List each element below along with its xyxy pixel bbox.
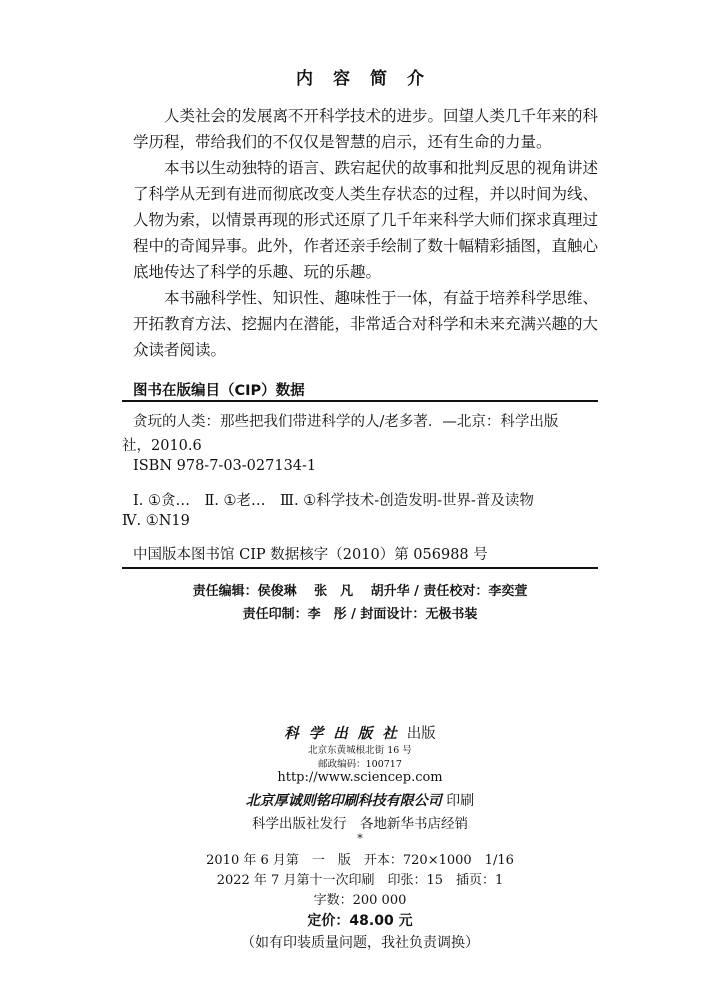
cip-record-number: 中国版本图书馆 CIP 数据核字（2010）第 056988 号 (133, 547, 488, 563)
separator-star: * (357, 832, 363, 845)
distribution-line: 科学出版社发行 各地新华书店经销 (252, 816, 468, 832)
publisher-line (0, 722, 720, 743)
intro-title: 内容简介 (296, 69, 444, 89)
paragraph-line: 学历程，带给我们的不仅仅是智慧的启示，还有生命的力量。 (133, 133, 552, 151)
paragraph-line: 众读者阅读。 (133, 341, 227, 359)
staff-line-1: 责任编辑：侯俊琳 张 凡 胡升华 / 责任校对：李奕萱 (192, 584, 528, 599)
quality-note: （如有印装质量问题，我社负责调换） (241, 935, 479, 951)
printer-suffix: 印刷 (446, 793, 475, 809)
printing-line: 2022 年 7 月第十一次印刷 印张：15 插页：1 (216, 873, 504, 888)
cip-title-line-2: 社，2010.6 (122, 438, 202, 454)
paragraph-line: 人类社会的发展离不开科学技术的进步。回望人类几千年来的科 (164, 107, 599, 125)
price: 定价：48.00 元 (307, 913, 413, 929)
printer-line (0, 790, 720, 810)
intro-paragraph-1 (133, 103, 601, 155)
paragraph-line: 底地传达了科学的乐趣、玩的乐趣。 (133, 263, 382, 281)
cip-top-rule (122, 400, 598, 402)
publisher-postcode: 邮政编码：100717 (318, 759, 402, 770)
paragraph-line: 程中的奇闻异事。此外，作者还亲手绘制了数十幅精彩插图，直触心 (133, 237, 599, 255)
cip-isbn: ISBN 978-7-03-027134-1 (133, 458, 317, 474)
paragraph-line: 本书融科学性、知识性、趣味性于一体，有益于培养科学思维、 (164, 289, 599, 307)
paragraph-line: 人物为索，以情景再现的形式还原了几千年来科学大师们探求真理过 (133, 211, 599, 229)
intro-paragraph-3 (133, 285, 601, 363)
publisher-url: http://www.sciencep.com (277, 770, 443, 785)
paragraph-line: 本书以生动独特的语言、跌宕起伏的故事和批判反思的视角讲述 (164, 159, 599, 177)
cip-title-line-1: 贪玩的人类：那些把我们带进科学的人/老多著．—北京：科学出版 (133, 414, 559, 430)
cip-classification-line-1: Ⅰ. ①贪… Ⅱ. ①老… Ⅲ. ①科学技术-创造发明-世界-普及读物 (133, 493, 534, 509)
intro-paragraph-2 (133, 155, 601, 285)
cip-bottom-rule (122, 567, 598, 569)
paragraph-line: 开拓教育方法、挖掘内在潜能，非常适合对科学和未来充满兴趣的大 (133, 315, 599, 333)
staff-line-2: 责任印制：李 彤 / 封面设计：无极书装 (242, 607, 478, 622)
printer-name: 北京厚诚则铭印刷科技有限公司 (245, 793, 442, 809)
cip-heading: 图书在版编目（CIP）数据 (133, 383, 305, 399)
publisher-address: 北京东黄城根北街 16 号 (308, 745, 412, 756)
publisher-name: 科学出版社 (284, 725, 407, 742)
paragraph-line: 了科学从无到有进而彻底改变人类生存状态的过程，并以时间为线、 (133, 185, 599, 203)
cip-classification-line-2: Ⅳ. ①N19 (122, 513, 190, 529)
edition-line: 2010 年 6 月第 一 版 开本：720×1000 1/16 (206, 853, 514, 868)
publisher-suffix: 出版 (406, 726, 436, 742)
word-count: 字数：200 000 (313, 893, 407, 908)
